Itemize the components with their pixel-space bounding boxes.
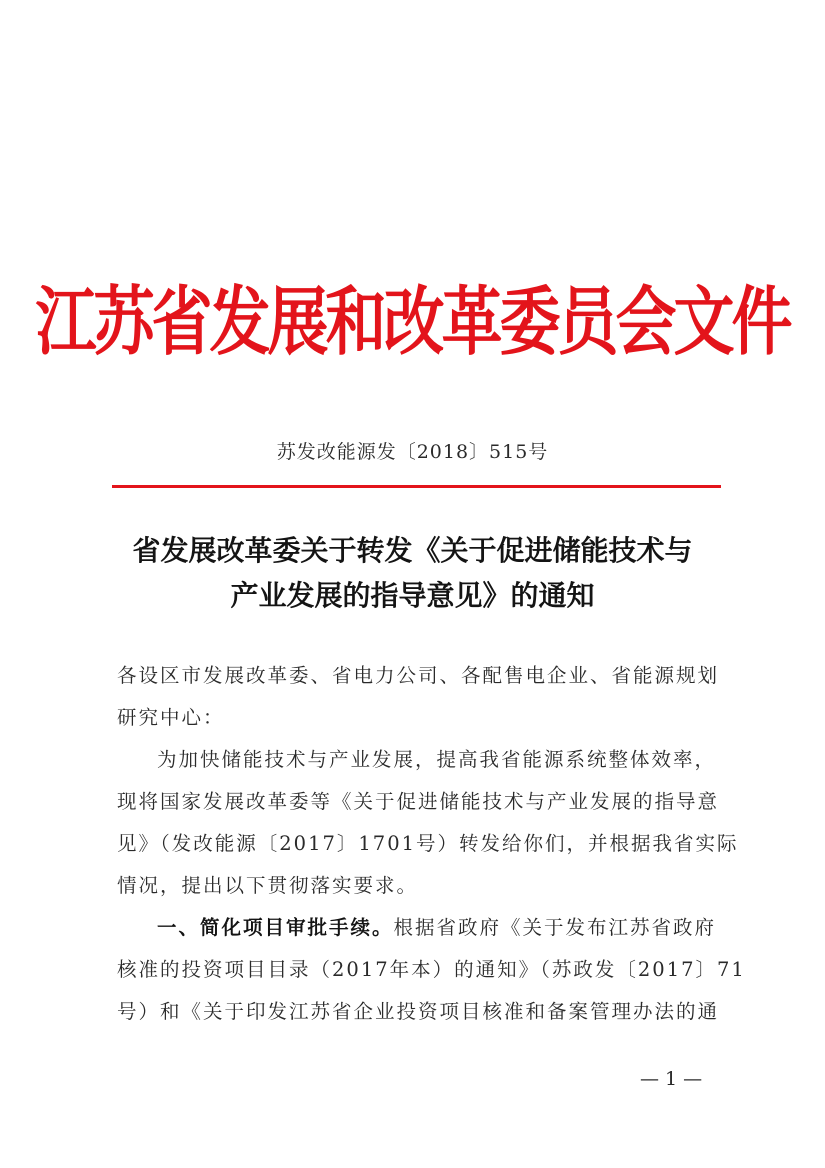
paragraph-2-line-1 — [117, 907, 737, 949]
page-number: — 1 — — [640, 1068, 703, 1090]
recipients-line-2: 研究中心： — [117, 706, 225, 729]
document-title — [100, 528, 725, 618]
paragraph-2-text: 根据省政府《关于发布江苏省政府 — [393, 916, 717, 939]
title-line-2: 产业发展的指导意见》的通知 — [230, 579, 595, 612]
paragraph-1-line-3: 见》（发改能源〔2017〕1701号）转发给你们，并根据我省实际 — [117, 832, 739, 855]
paragraph-2-line-2: 核准的投资项目目录（2017年本）的通知》（苏政发〔2017〕71 — [117, 958, 746, 981]
red-divider — [112, 485, 721, 488]
section-heading: 一、简化项目审批手续。 — [157, 916, 394, 939]
issuer-header: 江苏省发展和改革委员会文件 — [35, 278, 790, 366]
paragraph-1-line-4: 情况，提出以下贯彻落实要求。 — [117, 874, 419, 897]
recipients-line-1: 各设区市发展改革委、省电力公司、各配售电企业、省能源规划 — [117, 664, 720, 687]
paragraph-1-line-1: 为加快储能技术与产业发展，提高我省能源系统整体效率， — [157, 748, 717, 771]
document-body — [117, 655, 746, 1033]
document-number: 苏发改能源发〔2018〕515号 — [276, 441, 549, 463]
paragraph-1-line-2: 现将国家发展改革委等《关于促进储能技术与产业发展的指导意 — [117, 790, 720, 813]
title-line-1: 省发展改革委关于转发《关于促进储能技术与 — [132, 534, 693, 567]
paragraph-2-line-3: 号）和《关于印发江苏省企业投资项目核准和备案管理办法的通 — [117, 1000, 720, 1023]
